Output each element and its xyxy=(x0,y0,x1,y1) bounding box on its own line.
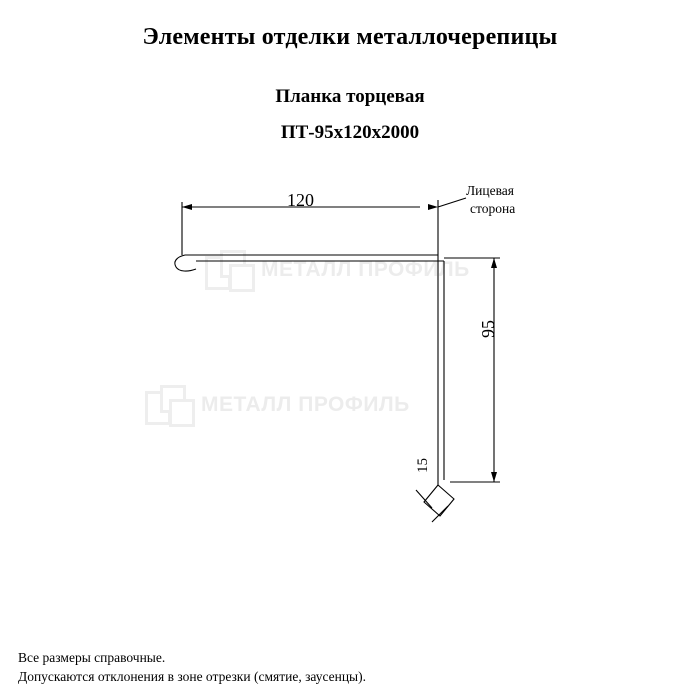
leader-line-face xyxy=(438,198,466,207)
product-code: ПТ-95х120х2000 xyxy=(280,122,420,143)
dimension-label-120: 120 xyxy=(287,190,314,210)
footnote-sizes: Все размеры справочные. xyxy=(18,650,166,665)
watermark-text: МЕТАЛЛ ПРОФИЛЬ xyxy=(261,258,470,281)
profile-bottom-lip xyxy=(424,485,454,516)
arrow-head xyxy=(182,204,192,210)
arrow-head xyxy=(428,204,438,210)
product-name: Планка торцевая xyxy=(275,86,425,107)
ext-line-15-bottom xyxy=(432,506,448,522)
face-side-label-line1: Лицевая xyxy=(466,183,514,198)
technical-drawing xyxy=(0,150,700,570)
arrow-head xyxy=(491,472,497,482)
watermark-text: МЕТАЛЛ ПРОФИЛЬ xyxy=(201,393,410,416)
drawing-svg xyxy=(0,150,700,570)
ext-line-15-top xyxy=(416,490,432,508)
page-title: Элементы отделки металлочерепицы xyxy=(142,24,558,50)
dimension-label-15: 15 xyxy=(415,458,431,473)
dimension-label-95: 95 xyxy=(478,320,498,338)
face-side-label-line2: сторона xyxy=(470,201,516,216)
footnote-tolerances: Допускаются отклонения в зоне отрезки (смятие, заусенцы). xyxy=(18,669,367,684)
arrow-head xyxy=(491,258,497,268)
profile-left-hem xyxy=(175,255,196,271)
